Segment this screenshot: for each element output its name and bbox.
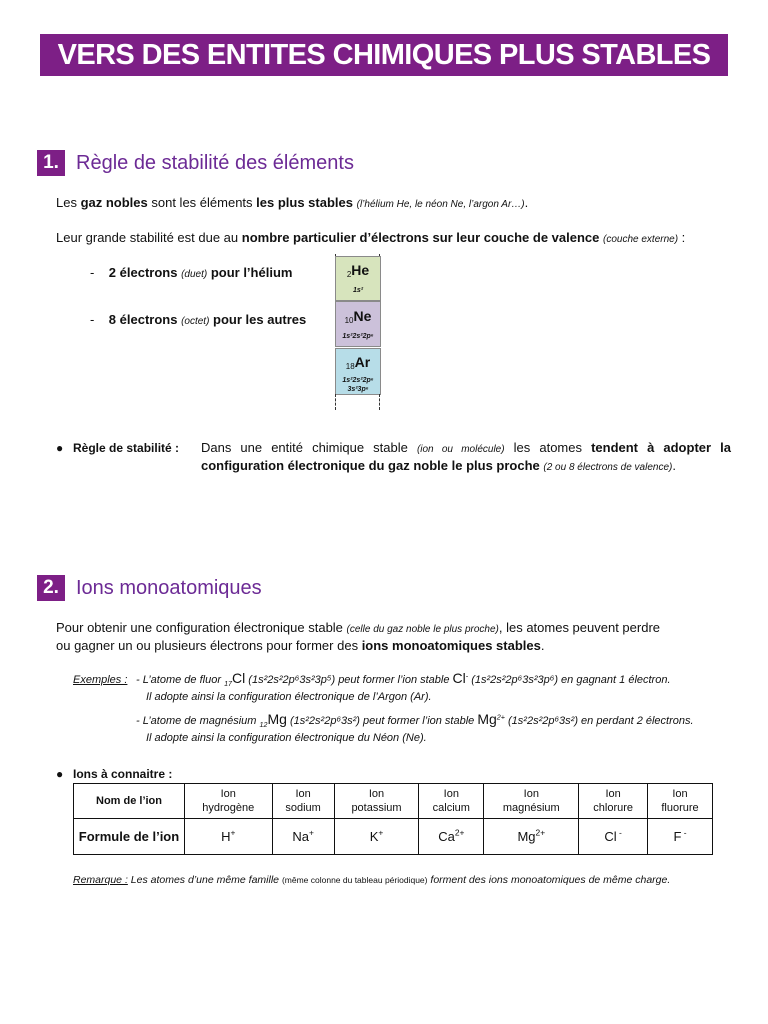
- table-cell-name: [185, 784, 273, 819]
- ions-paragraph-line-1: [56, 619, 660, 639]
- text-bold: les plus stables: [256, 195, 353, 210]
- text-bold: pour l’hélium: [210, 265, 293, 280]
- octet-item: [90, 311, 306, 331]
- text: potassium: [351, 802, 402, 814]
- element-symbol: [336, 354, 380, 375]
- formula: F: [673, 829, 682, 844]
- text-italic: (couche externe): [603, 234, 679, 245]
- text-italic: (2 ou 8 électrons de valence): [543, 462, 673, 473]
- text: Leur grande stabilité est due au: [56, 230, 242, 245]
- electron-config: 1s²2s²2p⁶: [342, 333, 374, 340]
- argon-cell: [335, 348, 381, 395]
- rule-label: Règle de stabilité :: [73, 441, 180, 455]
- element: Mg: [267, 711, 287, 727]
- text: Les: [56, 195, 81, 210]
- ions-table: [73, 783, 713, 855]
- charge: 2+: [535, 827, 546, 838]
- section-1-number: 1.: [37, 150, 65, 176]
- section-1-title: Règle de stabilité des éléments: [76, 152, 354, 174]
- text: (1s²2s²2p⁶3s²3p⁵) peut former l’ion stable: [245, 674, 453, 686]
- text-bold: pour les autres: [213, 312, 307, 327]
- examples-label: Exemples :: [73, 674, 128, 686]
- text-bold: tendent à adopter la: [591, 440, 731, 455]
- formula: Na: [292, 829, 309, 844]
- valence-paragraph: [56, 229, 685, 249]
- text: .: [672, 458, 676, 473]
- table-row-names: [74, 784, 713, 819]
- ion: Mg: [477, 711, 497, 727]
- ion-charge: -: [465, 672, 469, 681]
- atomic-number: 2: [346, 270, 352, 279]
- text: hydrogène: [202, 802, 255, 814]
- noble-gases-paragraph: [56, 194, 528, 214]
- electron-config: 1s²2s²2p⁶: [342, 377, 374, 384]
- element-symbol: [336, 262, 380, 283]
- text-bold: 8 électrons: [108, 312, 178, 327]
- dash: -: [90, 312, 95, 327]
- electron-config-line2: 3s²3p⁶: [347, 386, 369, 393]
- duet-item: [90, 264, 292, 284]
- formula: K: [369, 829, 379, 844]
- formula: Mg: [517, 829, 536, 844]
- element: Cl: [232, 670, 246, 686]
- ion: Cl: [452, 670, 466, 686]
- table-cell-formula: [579, 819, 648, 855]
- text: (1s²2s²2p⁶3s²) peut former l’ion stable: [286, 715, 478, 727]
- text: Dans une entité chimique stable: [201, 440, 417, 455]
- ions-paragraph-line-2: [56, 637, 544, 655]
- text: Ion: [368, 788, 385, 800]
- neon-cell: [335, 301, 381, 347]
- example-1-line-1: [136, 670, 671, 689]
- example-2-line-2: Il adopte ainsi la configuration électronique du Néon (Ne).: [146, 732, 427, 744]
- section-2-number: 2.: [37, 575, 65, 601]
- text: :: [678, 230, 686, 245]
- text-bold: 2 électrons: [108, 265, 178, 280]
- helium-cell: [335, 256, 381, 301]
- formula: Ca: [438, 829, 455, 844]
- table-header-name: Nom de l’ion: [74, 784, 185, 819]
- formula: Cl: [604, 829, 617, 844]
- text-bold: ions monoatomiques stables: [361, 638, 541, 653]
- charge: -: [681, 827, 687, 838]
- text: Ion: [295, 788, 311, 800]
- table-row-formulas: [74, 819, 713, 855]
- charge: 2+: [454, 827, 465, 838]
- remark-label: Remarque :: [73, 874, 128, 886]
- text-italic: (celle du gaz noble le plus proche): [346, 624, 499, 635]
- table-cell-formula: [272, 819, 334, 855]
- ion-charge: 2+: [496, 713, 505, 722]
- table-cell-formula: [484, 819, 579, 855]
- text-italic: (l’hélium He, le néon Ne, l’argon Ar…): [356, 199, 525, 210]
- charge: -: [616, 827, 622, 838]
- text: les atomes: [504, 440, 592, 455]
- table-cell-name: [579, 784, 648, 819]
- text: , les atomes peuvent perdre: [498, 620, 661, 635]
- text: forment des ions monoatomiques de même charge.: [427, 874, 671, 886]
- table-header-formula: Formule de l’ion: [74, 819, 185, 855]
- charge: +: [378, 827, 384, 838]
- atomic-number: 12: [259, 721, 268, 730]
- text: calcium: [432, 802, 470, 814]
- atomic-number: 10: [344, 316, 354, 325]
- text: fluorure: [661, 802, 699, 814]
- table-cell-name: [484, 784, 579, 819]
- table-cell-name: [419, 784, 484, 819]
- table-cell-formula: [419, 819, 484, 855]
- example-1-line-2: Il adopte ainsi la configuration électronique de l’Argon (Ar).: [146, 691, 432, 703]
- dash: -: [90, 265, 95, 280]
- remark: [73, 873, 670, 887]
- text-italic: (duet): [181, 269, 208, 280]
- text: Ion: [443, 788, 459, 800]
- text: .: [524, 195, 529, 210]
- rule-line-1: [201, 439, 731, 459]
- atomic-number: 18: [345, 362, 355, 371]
- text-bold: gaz nobles: [80, 195, 148, 210]
- column-guide-right-bottom: [379, 394, 380, 410]
- text: Ion: [672, 788, 688, 800]
- table-cell-formula: [334, 819, 419, 855]
- charge: +: [230, 827, 236, 838]
- text: chlorure: [593, 802, 634, 814]
- text-bold: configuration électronique du gaz noble le plus proche: [201, 458, 540, 473]
- text: Pour obtenir une configuration électronique stable: [56, 620, 347, 635]
- rule-line-2: [201, 457, 676, 477]
- section-2-title: Ions monoatomiques: [76, 577, 262, 599]
- text: Ion: [523, 788, 539, 800]
- text-italic: (ion ou molécule): [416, 444, 505, 455]
- atomic-number: 17: [224, 680, 233, 689]
- bullet-icon: ●: [56, 441, 64, 455]
- text: magnésium: [502, 802, 560, 814]
- text-small: (même colonne du tableau périodique): [281, 875, 428, 885]
- symbol: He: [351, 262, 370, 278]
- text: .: [540, 638, 545, 653]
- table-cell-formula: [648, 819, 713, 855]
- column-guide-left-bottom: [335, 394, 336, 410]
- table-cell-formula: [185, 819, 273, 855]
- text-bold: nombre particulier d’électrons sur leur couche de valence: [241, 230, 600, 245]
- text: sont les éléments: [147, 195, 257, 210]
- element-symbol: [336, 308, 380, 329]
- table-cell-name: [334, 784, 419, 819]
- text: ou gagner un ou plusieurs électrons pour former des: [56, 638, 362, 653]
- text-italic: (octet): [181, 316, 210, 327]
- charge: +: [308, 827, 314, 838]
- text: - L’atome de fluor: [136, 674, 225, 686]
- text: Les atomes d’une même famille: [127, 874, 282, 886]
- symbol: Ar: [354, 354, 371, 370]
- page-title: VERS DES ENTITES CHIMIQUES PLUS STABLES: [40, 34, 728, 76]
- text: Ion: [220, 788, 236, 800]
- text: (1s²2s²2p⁶3s²3p⁶) en gagnant 1 électron.: [468, 674, 671, 686]
- text: - L’atome de magnésium: [136, 715, 260, 727]
- bullet-icon: ●: [56, 767, 64, 781]
- table-cell-name: [272, 784, 334, 819]
- ions-label: Ions à connaitre :: [73, 767, 173, 781]
- example-2-line-1: [136, 711, 694, 730]
- text: Ion: [605, 788, 621, 800]
- symbol: Ne: [353, 308, 372, 324]
- table-cell-name: [648, 784, 713, 819]
- formula: H: [221, 829, 231, 844]
- text: (1s²2s²2p⁶3s²) en perdant 2 électrons.: [504, 715, 694, 727]
- text: sodium: [285, 802, 321, 814]
- electron-config: 1s²: [352, 287, 364, 294]
